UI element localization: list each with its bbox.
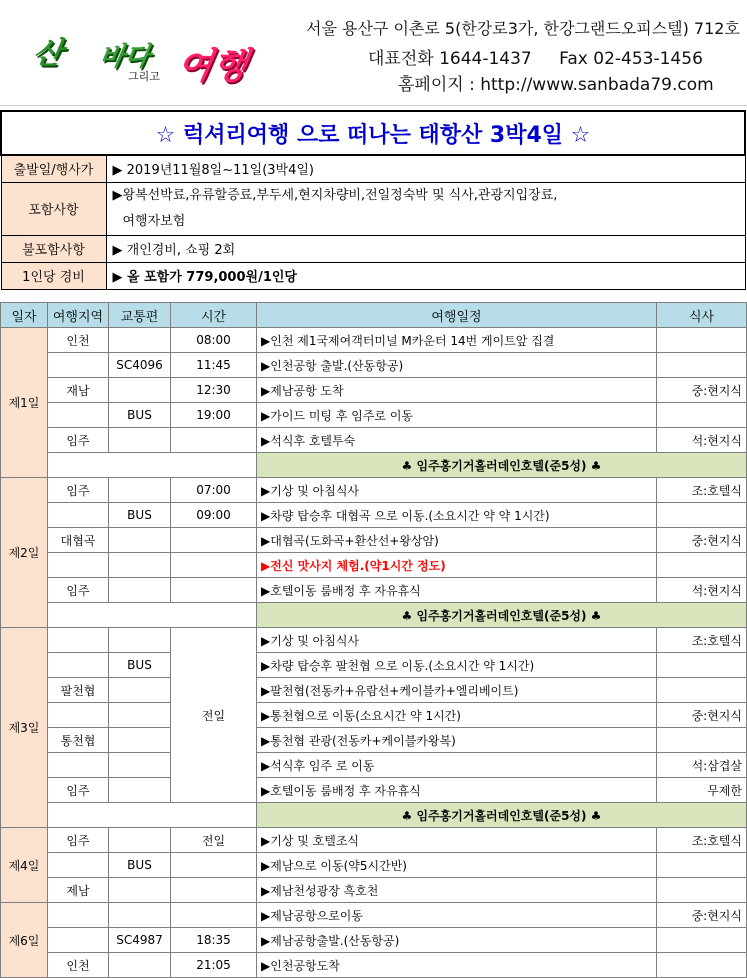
info-value-price: ▶ 올 포함가 779,000원/1인당 [106, 262, 745, 289]
header-time: 시간 [171, 303, 257, 328]
table-row [1, 653, 747, 678]
cell-meal [657, 953, 747, 978]
cell-time [171, 878, 257, 903]
cell-time: 전일 [171, 828, 257, 853]
cell-meal: 중:현지식 [657, 378, 747, 403]
table-row [1, 953, 747, 978]
day-label-4: 제4일 [1, 828, 48, 903]
cell-transport [109, 703, 171, 728]
cell-time-allday: 전일 [171, 628, 257, 803]
table-row [1, 703, 747, 728]
hotel-row [1, 603, 747, 628]
cell-time [171, 903, 257, 928]
cell-time: 19:00 [171, 403, 257, 428]
cell-time [171, 428, 257, 453]
table-row [1, 403, 747, 428]
cell-itinerary: ▶기상 및 아침식사 [257, 628, 657, 653]
table-row [1, 928, 747, 953]
cell-meal [657, 503, 747, 528]
info-value-excluded: ▶ 개인경비, 쇼핑 2회 [106, 235, 745, 262]
itinerary-table [0, 302, 747, 978]
table-row [1, 628, 747, 653]
cell-transport: BUS [109, 403, 171, 428]
company-address: 서울 용산구 이촌로 5(한강로3가, 한강그랜드오피스텔) 712호 [306, 19, 740, 38]
cell-region [48, 853, 109, 878]
cell-region: 임주 [48, 478, 109, 503]
cell-meal: 석:현지식 [657, 428, 747, 453]
hotel-name: ♣ 임주홍기거홀러데인호텔(준5성) ♣ [257, 603, 747, 628]
cell-transport [109, 678, 171, 703]
table-row [1, 428, 747, 453]
included-line-1: ▶왕복선박료,유류할증료,부두세,현지차량비,전일정숙박 및 식사,관광지입장료, [112, 187, 558, 203]
cell-meal [657, 653, 747, 678]
cell-transport: BUS [109, 853, 171, 878]
hotel-row [1, 803, 747, 828]
logo-word-and: 그리고 [128, 70, 160, 83]
table-row [1, 853, 747, 878]
cell-region [48, 403, 109, 428]
table-row [1, 778, 747, 803]
cell-region [48, 703, 109, 728]
cell-time: 21:05 [171, 953, 257, 978]
cell-transport [109, 753, 171, 778]
contact-line [368, 44, 703, 69]
day-label-3: 제3일 [1, 628, 48, 828]
company-logo [28, 22, 308, 88]
cell-itinerary: ▶인천공항 출발.(산동항공) [257, 353, 657, 378]
cell-transport: BUS [109, 653, 171, 678]
cell-transport [109, 478, 171, 503]
cell-itinerary: ▶제남으로 이동(약5시간반) [257, 853, 657, 878]
cell-transport [109, 778, 171, 803]
cell-region: 팔천협 [48, 678, 109, 703]
cell-itinerary: ▶석식후 호텔투숙 [257, 428, 657, 453]
cell-region: 임주 [48, 428, 109, 453]
cell-meal: 중:현지식 [657, 703, 747, 728]
table-row [1, 478, 747, 503]
cell-region [48, 553, 109, 578]
cell-itinerary: ▶제남공항으로이동 [257, 903, 657, 928]
cell-region [48, 653, 109, 678]
cell-meal: 중:현지식 [657, 903, 747, 928]
hotel-name: ♣ 임주홍기거홀러데인호텔(준5성) ♣ [257, 453, 747, 478]
table-row [1, 903, 747, 928]
cell-time [171, 553, 257, 578]
cell-transport [109, 553, 171, 578]
cell-meal: 중:현지식 [657, 528, 747, 553]
cell-transport [109, 528, 171, 553]
cell-itinerary: ▶통천협으로 이동(소요시간 약 1시간) [257, 703, 657, 728]
info-label-excluded: 불포함사항 [1, 235, 106, 262]
cell-itinerary: ▶가이드 미팅 후 임주로 이동 [257, 403, 657, 428]
table-row [1, 353, 747, 378]
table-row [1, 378, 747, 403]
table-row [1, 678, 747, 703]
cell-transport [109, 428, 171, 453]
table-row [1, 828, 747, 853]
cell-itinerary: ▶인천 제1국제여객터미널 M카운터 14번 게이트앞 집결 [257, 328, 657, 353]
cell-region [48, 928, 109, 953]
table-row [1, 553, 747, 578]
logo-word-travel: 여행 [173, 46, 251, 87]
phone-number: 대표전화 1644-1437 [368, 49, 532, 69]
cell-meal [657, 403, 747, 428]
cell-transport [109, 953, 171, 978]
cell-time: 12:30 [171, 378, 257, 403]
cell-meal [657, 353, 747, 378]
itinerary-header-row [1, 303, 747, 328]
cell-itinerary-highlight: ▶전신 맛사지 체험.(약1시간 정도) [257, 553, 657, 578]
header-day: 일자 [1, 303, 48, 328]
cell-itinerary: ▶차량 탑승후 팔천협 으로 이동.(소요시간 약 1시간) [257, 653, 657, 678]
cell-region [48, 753, 109, 778]
page-header [0, 0, 747, 106]
cell-meal [657, 878, 747, 903]
cell-region [48, 353, 109, 378]
cell-itinerary: ▶통천협 관광(전동카+케이블카왕복) [257, 728, 657, 753]
day-label-1: 제1일 [1, 328, 48, 478]
cell-time: 08:00 [171, 328, 257, 353]
hotel-row-blank [48, 803, 257, 828]
cell-itinerary: ▶기상 및 호텔조식 [257, 828, 657, 853]
cell-time: 07:00 [171, 478, 257, 503]
cell-transport [109, 378, 171, 403]
cell-transport: SC4096 [109, 353, 171, 378]
fax-number: Fax 02-453-1456 [559, 49, 703, 69]
info-value-included [106, 182, 745, 235]
cell-transport [109, 628, 171, 653]
cell-itinerary: ▶제남공항출발.(산동항공) [257, 928, 657, 953]
header-meal: 식사 [657, 303, 747, 328]
cell-meal: 조:호텔식 [657, 828, 747, 853]
info-value-departure: ▶ 2019년11월8일~11일(3박4일) [106, 155, 745, 182]
cell-itinerary: ▶호텔이동 룸배정 후 자유휴식 [257, 578, 657, 603]
cell-itinerary: ▶인천공항도착 [257, 953, 657, 978]
info-label-included: 포함사항 [1, 182, 106, 235]
cell-region: 임주 [48, 778, 109, 803]
cell-region: 임주 [48, 828, 109, 853]
cell-itinerary: ▶제남천성광장 흑호천 [257, 878, 657, 903]
info-label-price: 1인당 경비 [1, 262, 106, 289]
cell-meal [657, 728, 747, 753]
cell-region: 인천 [48, 953, 109, 978]
cell-region: 재남 [48, 378, 109, 403]
cell-time [171, 853, 257, 878]
cell-region: 임주 [48, 578, 109, 603]
cell-meal [657, 853, 747, 878]
cell-itinerary: ▶제남공항 도착 [257, 378, 657, 403]
cell-region [48, 903, 109, 928]
cell-meal [657, 328, 747, 353]
logo-word-bada: 바다 [96, 42, 153, 72]
cell-itinerary: ▶팔천협(전동카+유람선+케이블카+엘리베이트) [257, 678, 657, 703]
cell-region: 대협곡 [48, 528, 109, 553]
cell-itinerary: ▶기상 및 아침식사 [257, 478, 657, 503]
table-row [1, 528, 747, 553]
table-row [1, 728, 747, 753]
cell-time [171, 578, 257, 603]
cell-transport: SC4987 [109, 928, 171, 953]
cell-meal: 석:삼겹살 [657, 753, 747, 778]
cell-meal [657, 678, 747, 703]
cell-meal: 조:호텔식 [657, 628, 747, 653]
cell-region: 통천협 [48, 728, 109, 753]
header-transport: 교통편 [109, 303, 171, 328]
hotel-row-blank [48, 453, 257, 478]
tour-info-table [0, 110, 746, 290]
cell-time: 18:35 [171, 928, 257, 953]
cell-time: 09:00 [171, 503, 257, 528]
cell-transport [109, 878, 171, 903]
cell-itinerary: ▶호텔이동 룸배정 후 자유휴식 [257, 778, 657, 803]
header-region: 여행지역 [48, 303, 109, 328]
info-label-departure: 출발일/행사가 [1, 155, 106, 182]
cell-transport [109, 728, 171, 753]
tour-title: ☆ 럭셔리여행 으로 떠나는 태항산 3박4일 ☆ [1, 111, 745, 155]
hotel-row [1, 453, 747, 478]
cell-meal: 무제한 [657, 778, 747, 803]
cell-meal [657, 553, 747, 578]
cell-meal: 조:호텔식 [657, 478, 747, 503]
header-itinerary: 여행일정 [257, 303, 657, 328]
cell-itinerary: ▶석식후 임주 로 이동 [257, 753, 657, 778]
day-label-6: 제6일 [1, 903, 48, 978]
table-row [1, 328, 747, 353]
cell-transport [109, 903, 171, 928]
table-row [1, 753, 747, 778]
day-label-2: 제2일 [1, 478, 48, 628]
cell-region [48, 503, 109, 528]
hotel-name: ♣ 임주홍기거홀러데인호텔(준5성) ♣ [257, 803, 747, 828]
cell-transport [109, 328, 171, 353]
cell-transport [109, 828, 171, 853]
hotel-row-blank [48, 603, 257, 628]
table-row [1, 878, 747, 903]
table-row [1, 578, 747, 603]
cell-transport: BUS [109, 503, 171, 528]
cell-transport [109, 578, 171, 603]
homepage-url[interactable]: 홈페이지 : http://www.sanbada79.com [398, 75, 714, 95]
table-row [1, 503, 747, 528]
cell-region: 인천 [48, 328, 109, 353]
cell-time [171, 528, 257, 553]
cell-time: 11:45 [171, 353, 257, 378]
cell-region [48, 628, 109, 653]
logo-word-san: 산 [30, 36, 66, 71]
cell-region: 제남 [48, 878, 109, 903]
cell-itinerary: ▶대협곡(도화곡+환산선+왕상암) [257, 528, 657, 553]
cell-meal: 석:현지식 [657, 578, 747, 603]
cell-itinerary: ▶차량 탑승후 대협곡 으로 이동.(소요시간 약 약 1시간) [257, 503, 657, 528]
included-line-2: 여행자보험 [122, 213, 186, 229]
cell-meal [657, 928, 747, 953]
